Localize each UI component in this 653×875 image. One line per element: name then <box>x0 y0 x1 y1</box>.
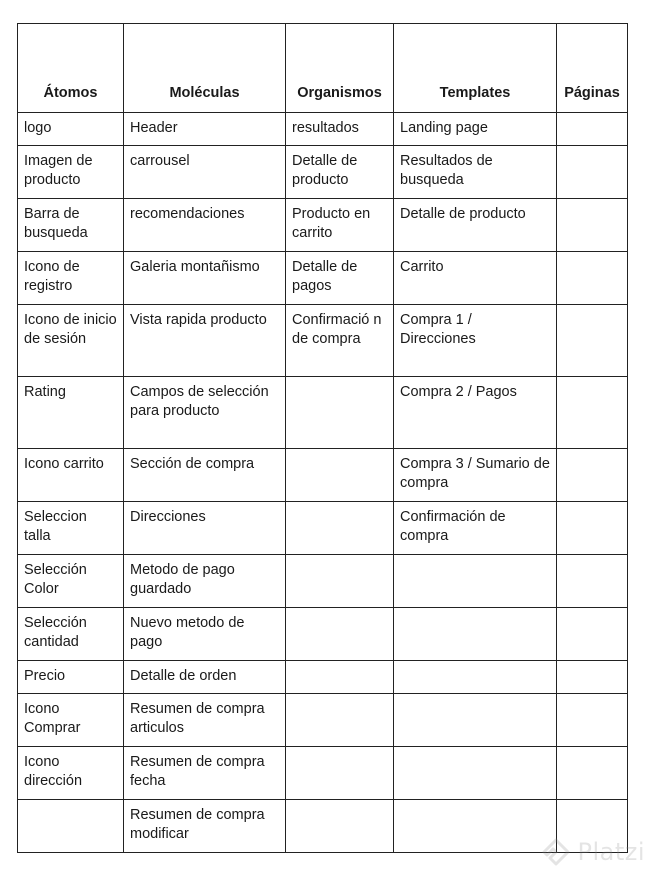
cell-molecula: Header <box>124 113 286 146</box>
cell-atomo: Icono dirección <box>18 747 124 800</box>
header-atomos: Átomos <box>18 24 124 113</box>
cell-atomo: Icono Comprar <box>18 694 124 747</box>
cell-pagina <box>557 377 628 449</box>
table-row <box>18 502 628 555</box>
cell-molecula: Campos de selección para producto <box>124 377 286 449</box>
cell-template: Compra 1 / Direcciones <box>394 305 557 377</box>
cell-pagina <box>557 449 628 502</box>
table-row <box>18 800 628 853</box>
cell-pagina <box>557 661 628 694</box>
cell-pagina <box>557 747 628 800</box>
cell-template <box>394 694 557 747</box>
cell-molecula: carrousel <box>124 146 286 199</box>
table-row <box>18 252 628 305</box>
platzi-logo-icon <box>541 837 571 867</box>
cell-molecula: Galeria montañismo <box>124 252 286 305</box>
table-row <box>18 113 628 146</box>
cell-template <box>394 747 557 800</box>
cell-organismo: Detalle de producto <box>286 146 394 199</box>
cell-template <box>394 661 557 694</box>
cell-atomo: Imagen de producto <box>18 146 124 199</box>
cell-atomo: Rating <box>18 377 124 449</box>
cell-molecula: Resumen de compra articulos <box>124 694 286 747</box>
header-templates: Templates <box>394 24 557 113</box>
cell-pagina <box>557 199 628 252</box>
cell-organismo <box>286 608 394 661</box>
cell-template: Carrito <box>394 252 557 305</box>
cell-atomo: Selección Color <box>18 555 124 608</box>
cell-template: Detalle de producto <box>394 199 557 252</box>
cell-molecula: Resumen de compra modificar <box>124 800 286 853</box>
cell-organismo <box>286 694 394 747</box>
table-row <box>18 377 628 449</box>
cell-template <box>394 800 557 853</box>
atomic-design-table <box>17 23 628 853</box>
header-row <box>18 24 628 113</box>
table-body <box>18 113 628 853</box>
cell-organismo <box>286 449 394 502</box>
cell-template: Confirmación de compra <box>394 502 557 555</box>
table-row <box>18 555 628 608</box>
cell-template: Resultados de busqueda <box>394 146 557 199</box>
cell-organismo: Detalle de pagos <box>286 252 394 305</box>
cell-molecula: Metodo de pago guardado <box>124 555 286 608</box>
cell-organismo <box>286 800 394 853</box>
table-row <box>18 146 628 199</box>
cell-template: Landing page <box>394 113 557 146</box>
cell-organismo: Confirmació n de compra <box>286 305 394 377</box>
cell-molecula: Resumen de compra fecha <box>124 747 286 800</box>
cell-template <box>394 555 557 608</box>
cell-molecula: Vista rapida producto <box>124 305 286 377</box>
cell-pagina <box>557 694 628 747</box>
cell-atomo: Precio <box>18 661 124 694</box>
cell-template: Compra 2 / Pagos <box>394 377 557 449</box>
cell-organismo: Producto en carrito <box>286 199 394 252</box>
table-row <box>18 747 628 800</box>
cell-organismo <box>286 377 394 449</box>
cell-organismo <box>286 502 394 555</box>
cell-template: Compra 3 / Sumario de compra <box>394 449 557 502</box>
header-organismos: Organismos <box>286 24 394 113</box>
cell-pagina <box>557 146 628 199</box>
table-row <box>18 305 628 377</box>
cell-atomo: logo <box>18 113 124 146</box>
table-row <box>18 449 628 502</box>
cell-molecula: Direcciones <box>124 502 286 555</box>
cell-molecula: Detalle de orden <box>124 661 286 694</box>
table-row <box>18 694 628 747</box>
cell-pagina <box>557 305 628 377</box>
table-row <box>18 661 628 694</box>
cell-template <box>394 608 557 661</box>
cell-organismo <box>286 661 394 694</box>
cell-molecula: Nuevo metodo de pago <box>124 608 286 661</box>
header-paginas: Páginas <box>557 24 628 113</box>
cell-molecula: recomendaciones <box>124 199 286 252</box>
header-moleculas: Moléculas <box>124 24 286 113</box>
cell-pagina <box>557 555 628 608</box>
watermark-text: Platzi <box>577 838 645 866</box>
cell-molecula: Sección de compra <box>124 449 286 502</box>
cell-pagina <box>557 113 628 146</box>
cell-atomo: Barra de busqueda <box>18 199 124 252</box>
cell-organismo: resultados <box>286 113 394 146</box>
atomic-design-table-container <box>17 23 628 853</box>
cell-atomo <box>18 800 124 853</box>
cell-atomo: Icono carrito <box>18 449 124 502</box>
platzi-watermark <box>541 837 645 867</box>
cell-atomo: Icono de registro <box>18 252 124 305</box>
cell-pagina <box>557 252 628 305</box>
table-row <box>18 608 628 661</box>
cell-atomo: Seleccion talla <box>18 502 124 555</box>
cell-pagina <box>557 608 628 661</box>
cell-atomo: Icono de inicio de sesión <box>18 305 124 377</box>
cell-organismo <box>286 555 394 608</box>
cell-pagina <box>557 502 628 555</box>
cell-atomo: Selección cantidad <box>18 608 124 661</box>
table-row <box>18 199 628 252</box>
cell-organismo <box>286 747 394 800</box>
